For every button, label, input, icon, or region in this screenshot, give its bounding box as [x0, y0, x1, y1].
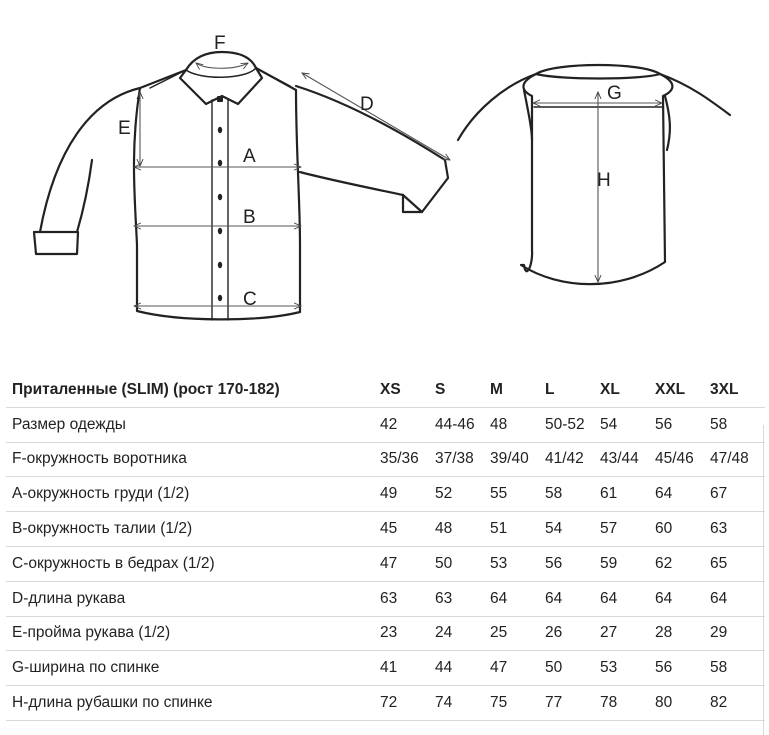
- table-cell: 39/40: [490, 442, 545, 477]
- table-cell: 63: [710, 512, 765, 547]
- row-label: G-ширина по спинке: [6, 651, 380, 686]
- table-cell: 65: [710, 546, 765, 581]
- table-cell: 50: [435, 546, 490, 581]
- table-row: [6, 686, 765, 721]
- label-f: F: [214, 33, 226, 54]
- table-cell: 72: [380, 686, 435, 721]
- size-table: [6, 373, 765, 721]
- table-row: [6, 581, 765, 616]
- row-label: C-окружность в бедрах (1/2): [6, 546, 380, 581]
- table-cell: 59: [600, 546, 655, 581]
- label-h: H: [597, 170, 611, 191]
- table-cell: 82: [710, 686, 765, 721]
- row-label: A-окружность груди (1/2): [6, 477, 380, 512]
- table-cell: 64: [490, 581, 545, 616]
- table-cell: 64: [710, 581, 765, 616]
- table-cell: 53: [490, 546, 545, 581]
- table-cell: 54: [600, 407, 655, 442]
- size-header: XS: [380, 380, 401, 398]
- table-cell: 61: [600, 477, 655, 512]
- table-cell: 54: [545, 512, 600, 547]
- table-cell: 63: [380, 581, 435, 616]
- size-header: S: [435, 380, 446, 398]
- row-label: F-окружность воротника: [6, 442, 380, 477]
- table-cell: 48: [490, 407, 545, 442]
- table-cell: 47: [380, 546, 435, 581]
- table-cell: 78: [600, 686, 655, 721]
- table-cell: 35/36: [380, 442, 435, 477]
- table-cell: 41: [380, 651, 435, 686]
- table-cell: 50-52: [545, 407, 600, 442]
- row-label: D-длина рукава: [6, 581, 380, 616]
- table-row: [6, 407, 765, 442]
- table-cell: 55: [490, 477, 545, 512]
- table-row: [6, 442, 765, 477]
- table-header-row: [6, 373, 765, 407]
- table-cell: 56: [545, 546, 600, 581]
- row-label: Размер одежды: [6, 407, 380, 442]
- table-cell: 44-46: [435, 407, 490, 442]
- table-cell: 24: [435, 616, 490, 651]
- table-cell: 53: [600, 651, 655, 686]
- row-label: H-длина рубашки по спинке: [6, 686, 380, 721]
- table-cell: 47: [490, 651, 545, 686]
- table-cell: 60: [655, 512, 710, 547]
- size-header: XXL: [655, 380, 686, 398]
- table-cell: 58: [710, 407, 765, 442]
- table-cell: 49: [380, 477, 435, 512]
- table-row: [6, 616, 765, 651]
- label-e: E: [118, 118, 131, 139]
- size-header: XL: [600, 380, 620, 398]
- table-cell: 42: [380, 407, 435, 442]
- table-cell: 64: [655, 477, 710, 512]
- table-cell: 67: [710, 477, 765, 512]
- table-cell: 51: [490, 512, 545, 547]
- table-cell: 26: [545, 616, 600, 651]
- table-row: [6, 546, 765, 581]
- table-cell: 41/42: [545, 442, 600, 477]
- label-d: D: [360, 94, 374, 115]
- table-cell: 52: [435, 477, 490, 512]
- table-cell: 57: [600, 512, 655, 547]
- size-header: M: [490, 380, 503, 398]
- table-cell: 56: [655, 651, 710, 686]
- label-g: G: [607, 83, 622, 104]
- row-label: B-окружность талии (1/2): [6, 512, 380, 547]
- table-cell: 48: [435, 512, 490, 547]
- row-label: E-пройма рукава (1/2): [6, 616, 380, 651]
- table-cell: 63: [435, 581, 490, 616]
- table-row: [6, 512, 765, 547]
- table-cell: 28: [655, 616, 710, 651]
- table-cell: 74: [435, 686, 490, 721]
- table-cell: 64: [655, 581, 710, 616]
- table-cell: 58: [545, 477, 600, 512]
- table-cell: 47/48: [710, 442, 765, 477]
- front-shirt-buttons: [217, 96, 223, 301]
- table-cell: 45/46: [655, 442, 710, 477]
- table-cell: 77: [545, 686, 600, 721]
- table-cell: 50: [545, 651, 600, 686]
- table-cell: 27: [600, 616, 655, 651]
- table-cell: 29: [710, 616, 765, 651]
- table-cell: 43/44: [600, 442, 655, 477]
- table-right-border: [763, 425, 764, 735]
- label-c: C: [243, 289, 257, 310]
- shirt-measurement-diagram: [0, 0, 769, 340]
- table-row: [6, 651, 765, 686]
- front-shirt-outline: [34, 52, 448, 320]
- table-cell: 45: [380, 512, 435, 547]
- size-header: L: [545, 380, 555, 398]
- table-title: Приталенные (SLIM) (рост 170-182): [12, 380, 280, 398]
- size-header: 3XL: [710, 380, 739, 398]
- label-b: B: [243, 207, 256, 228]
- table-cell: 62: [655, 546, 710, 581]
- table-cell: 64: [600, 581, 655, 616]
- front-measurement-lines: [134, 63, 450, 306]
- table-cell: 37/38: [435, 442, 490, 477]
- table-cell: 64: [545, 581, 600, 616]
- table-cell: 80: [655, 686, 710, 721]
- table-cell: 25: [490, 616, 545, 651]
- table-cell: 23: [380, 616, 435, 651]
- table-row: [6, 477, 765, 512]
- table-cell: 44: [435, 651, 490, 686]
- table-cell: 75: [490, 686, 545, 721]
- label-a: A: [243, 146, 256, 167]
- back-shirt-outline: [458, 65, 730, 284]
- table-cell: 56: [655, 407, 710, 442]
- table-cell: 58: [710, 651, 765, 686]
